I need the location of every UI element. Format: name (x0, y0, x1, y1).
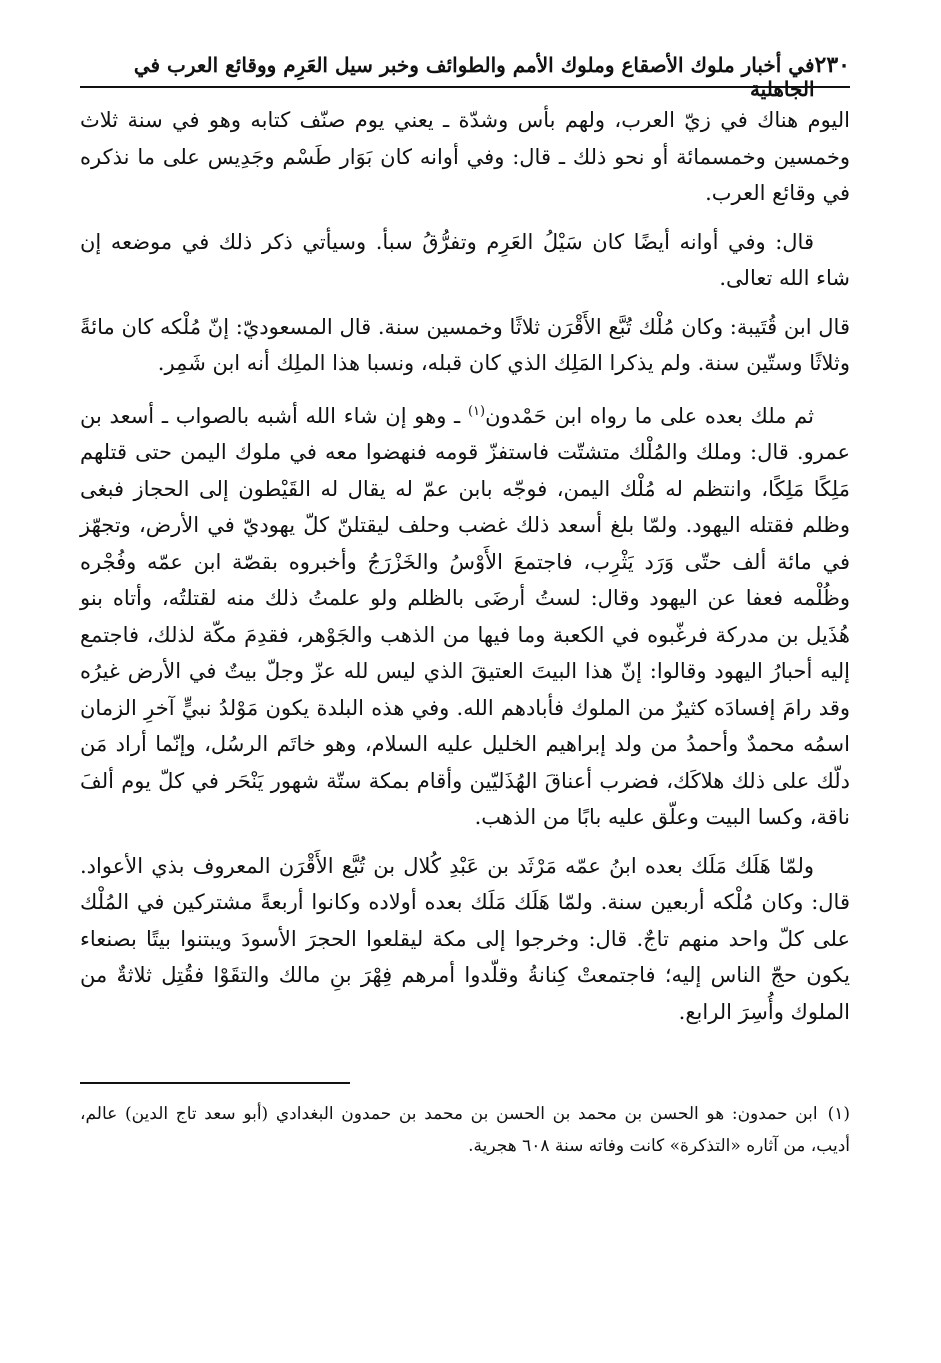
paragraph-4-rest: ـ وهو إن شاء الله أشبه بالصواب ـ أسعد بن عمرو. قال: وملك والمُلْك متشتّت فاستفزّ قومه فنهضوا معه في ملوك اليمن حتى قتلهم مَلِكًا مَلِكًا، وانتظم له مُلْك اليمن، فوجّه بابن عمّ له يقال له القَيْطون إلى الحجاز فبغى وظلم فقتله اليهود. ولمّا بلغ أسعد ذلك غضب وحلف ليقتلنّ كلّ يهوديّ في الأرض، وتجهّز في مائة ألف حتّى وَرَد يَثْرِب، فاجتمعَ الأَوْسُ والخَزْرَجُ وأخبروه بقصّة ابن عمّه وفُجْره وظُلْمه فعفا عن اليهود وقال: لستُ أرضَى بالظلم ولو علمتُ ذلك منه لقتلتُه، وأتاه بنو هُذَيل بن مدركة فرغّبوه في الكعبة وما فيها من الذهب والجَوْهر، فقدِمَ مكّة لذلك، فاجتمع إليه أحبارُ اليهود وقالوا: إنّ هذا البيتَ العتيقَ الذي ليس لله عزّ وجلّ بيتٌ في الأرض غيرُه وقد رامَ إفسادَه كثيرٌ من الملوك فأبادهم الله. وفي هذه البلدة يكون مَوْلدُ نبيٍّ آخرِ الزمان اسمُه محمدٌ وأحمدُ من ولد إبراهيم الخليل عليه السلام، وهو خاتَم الرسُل، وإنّما أراد مَن دلّك على ذلك هلاكَك، فضرب أعناقَ الهُذَليّين وأقام بمكة ستّة شهور يَنْحَر في كلّ يوم ألفَ ناقة، وكسا البيت وعلّق عليه بابًا من الذهب. (80, 403, 850, 829)
footnote (80, 1098, 850, 1162)
footnote-reference: (١) (467, 403, 486, 419)
book-page (80, 52, 850, 1162)
footnote-rule (80, 1082, 350, 1084)
paragraph-4 (80, 394, 850, 836)
footnote-text: ابن حمدون: هو الحسن بن محمد بن الحسن بن محمد بن حمدون البغدادي (أبو سعد تاج الدين) عالم، أديب، من آثاره «التذكرة» كانت وفاته سنة ٦٠٨ هجرية. (80, 1104, 850, 1156)
page-number: ٢٣٠ (814, 52, 850, 78)
paragraph-5: ولمّا هَلَك مَلَك بعده ابنُ عمّه مَرْثَد بن عَبْدِ كُلال بن تُبَّع الأَقْرَن المعروف بذي الأعواد. قال: وكان مُلْكه أربعين سنة. ولمّا هَلَك مَلَك بعده أولاده وكانوا أربعةً مشتركين في المُلْك على كلّ واحد منهم تاجٌ. قال: وخرجوا إلى مكة ليقلعوا الحجرَ الأسودَ ويبتنوا بيتًا بصنعاء يكون حجّ الناس إليه؛ فاجتمعتْ كِنانةُ وقلّدوا أمرهم فِهْرَ بنِ مالك والتقَوْا فقُتِل ثلاثةٌ من الملوك وأُسِرَ الرابع. (80, 853, 850, 1024)
footnote-number: (١) (827, 1104, 850, 1124)
paragraph-1: اليوم هناك في زيّ العرب، ولهم بأس وشدّة ـ يعني يوم صنّف كتابه وهو في سنة ثلاث وخمسين وخمسمائة أو نحو ذلك ـ قال: وفي أوانه كان بَوَار طَسْم وجَدِيس على ما نذكره في وقائع العرب. (80, 108, 850, 205)
running-title: في أخبار ملوك الأصقاع وملوك الأمم والطوائف وخبر سيل العَرِم ووقائع العرب في الجاهلية (133, 53, 815, 101)
paragraph-3: قال ابن قُتَيبة: وكان مُلْك تُبَّع الأَقْرَن ثلاثًا وخمسين سنة. قال المسعوديّ: إنّ مُلْكه كان مائةً وثلاثًا وستّين سنة. ولم يذكرا المَلِك الذي كان قبله، ونسبا هذا الملِك أنه ابن شَمِر. (80, 314, 850, 375)
paragraph-4-start: ثم ملك بعده على ما رواه ابن حَمْدون (485, 403, 814, 428)
running-header (80, 52, 850, 101)
paragraph-2: قال: وفي أوانه أيضًا كان سَيْلُ العَرِم وتفرُّقُ سبأ. وسيأتي ذكر ذلك في موضعه إن شاء الله تعالى. (80, 229, 850, 290)
